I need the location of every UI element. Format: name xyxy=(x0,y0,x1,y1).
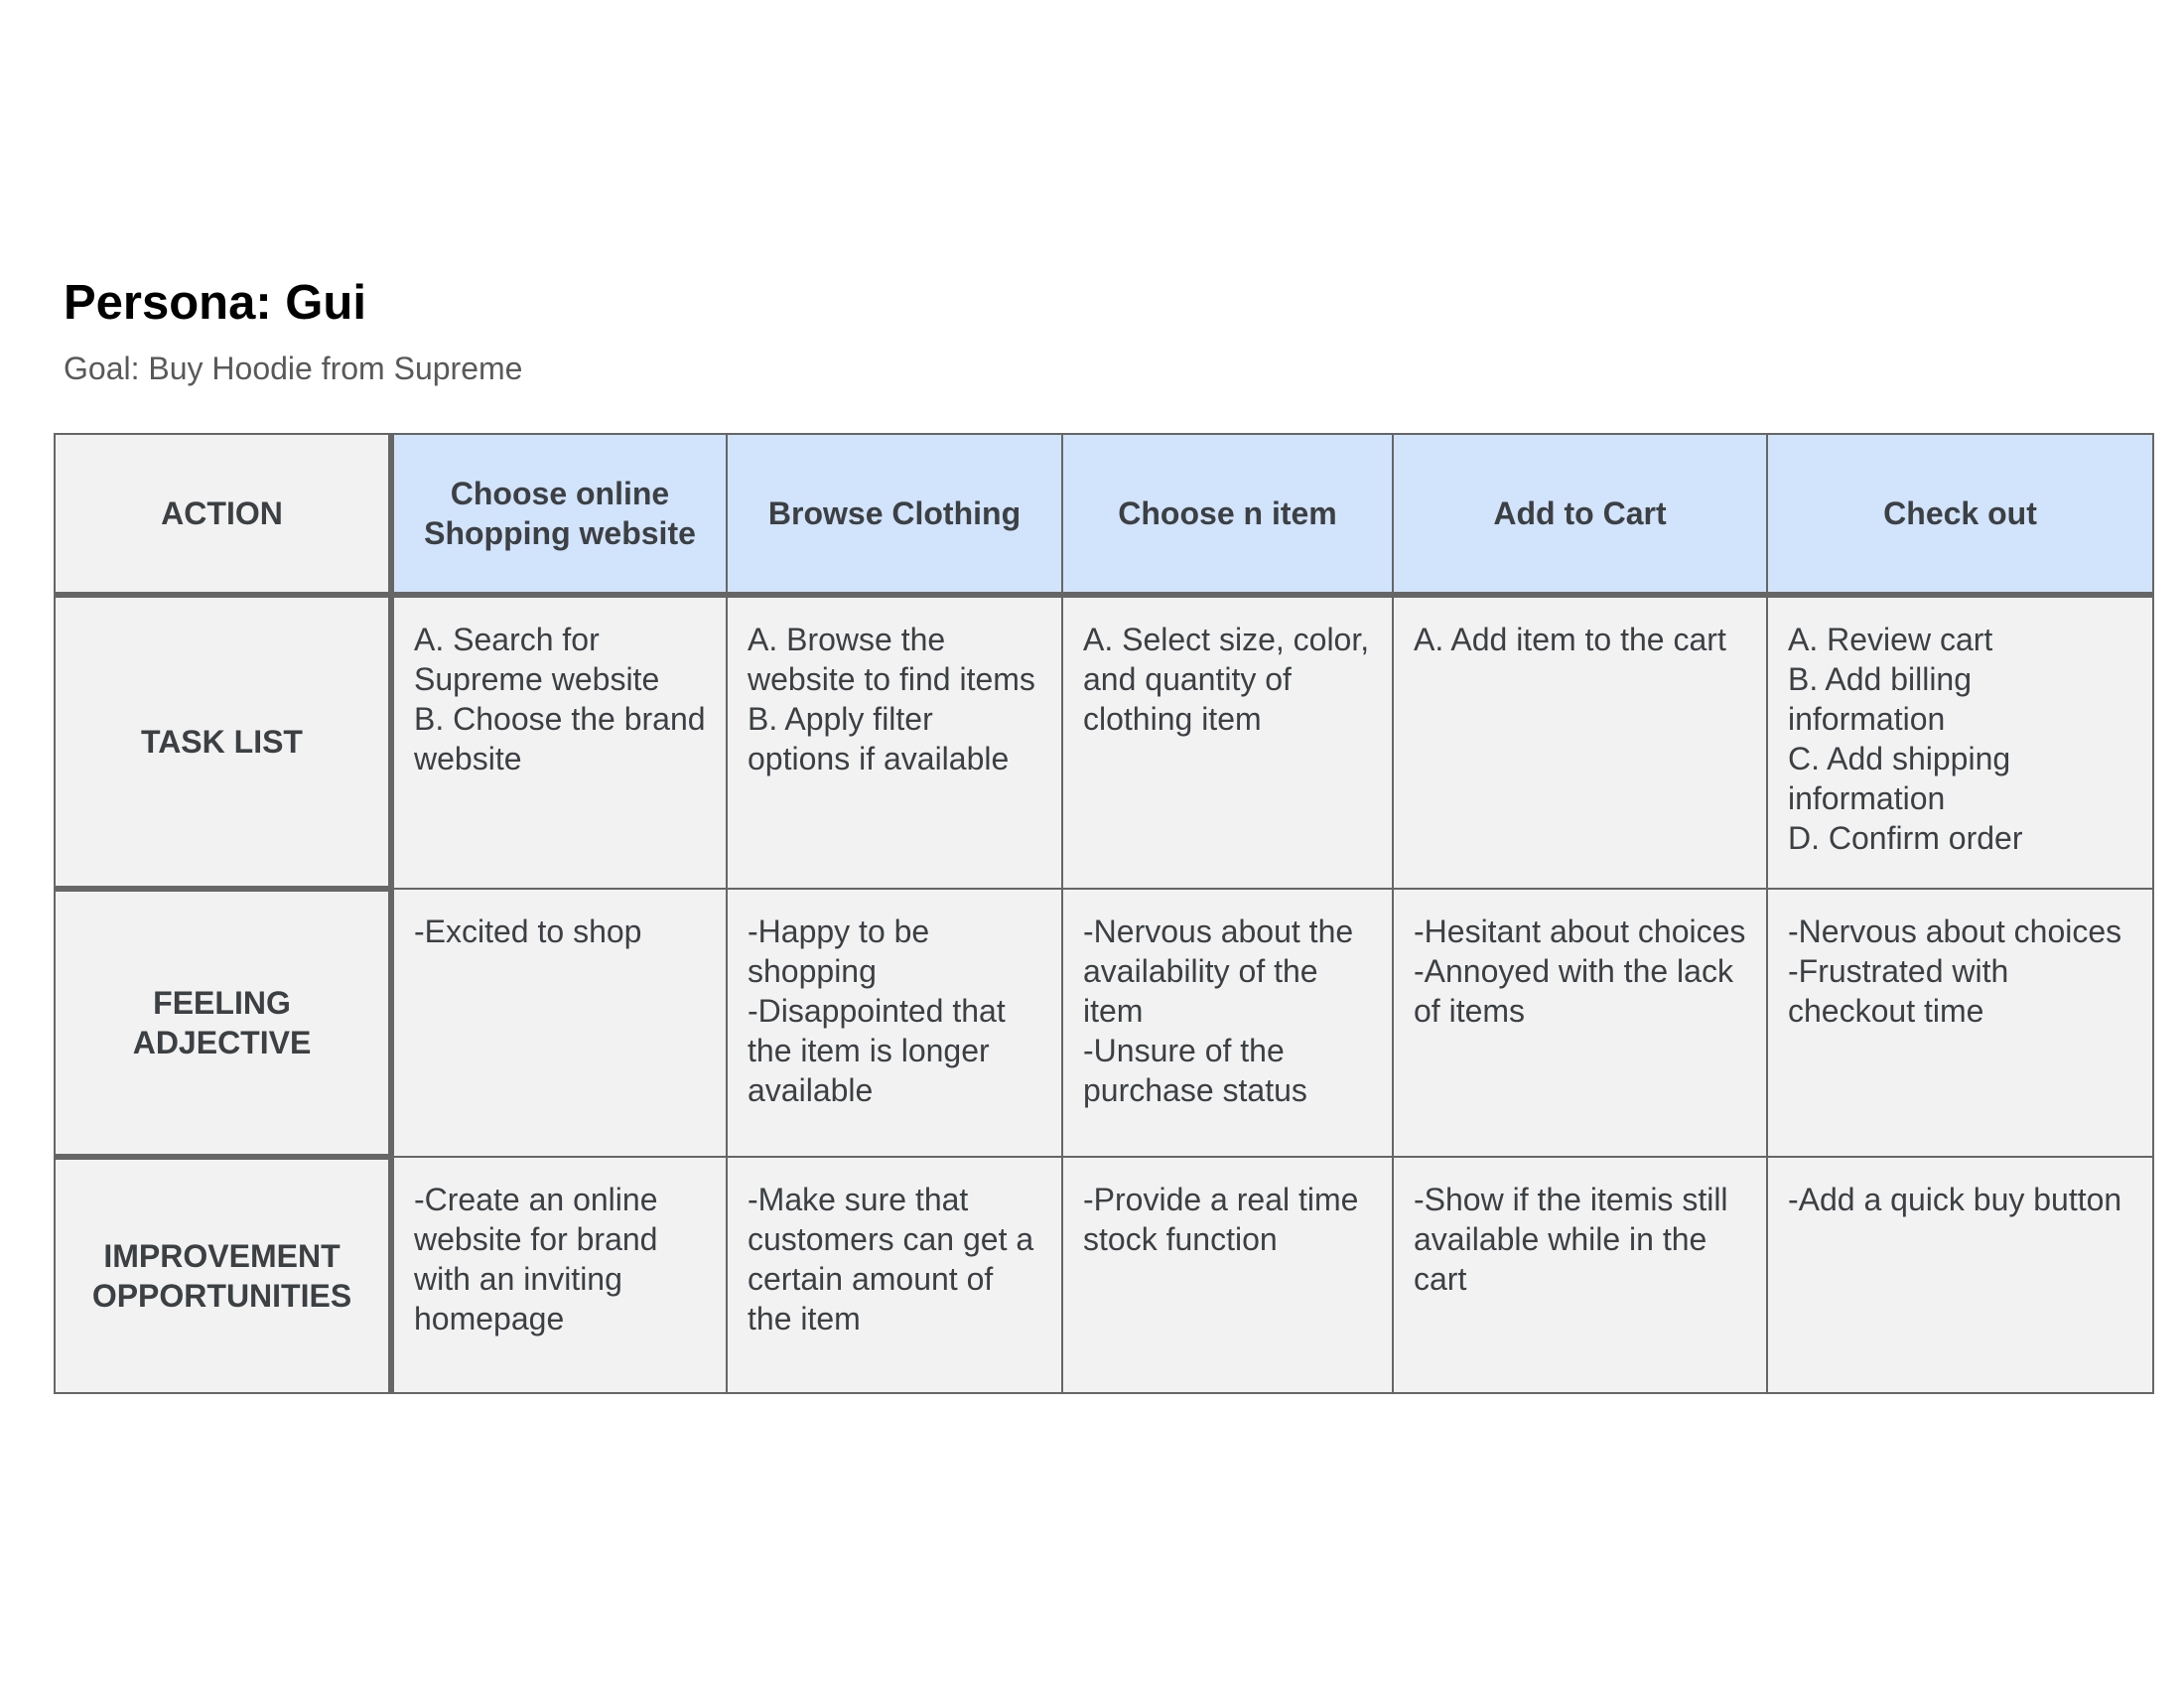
improvement-item: -Provide a real time stock function xyxy=(1083,1182,1359,1257)
task-item: A. Select size, color, and quantity of clothing item xyxy=(1083,622,1370,737)
improvement-row xyxy=(55,1157,2153,1393)
task-cell-3 xyxy=(1062,595,1393,889)
task-item: A. Browse the website to find items xyxy=(748,622,1035,697)
row-label-improvement-line2: OPPORTUNITIES xyxy=(91,1278,352,1314)
improvement-item: -Add a quick buy button xyxy=(1788,1182,2122,1217)
row-label-task-list-text: TASK LIST xyxy=(141,724,303,760)
stage-header-1-line2: Shopping website xyxy=(424,515,696,551)
feeling-item: -Frustrated with checkout time xyxy=(1788,953,2009,1029)
feeling-cell-2 xyxy=(727,889,1062,1157)
task-item: D. Confirm order xyxy=(1788,820,2023,856)
stage-header-4 xyxy=(1393,434,1767,595)
stage-header-1-line1: Choose online xyxy=(450,476,670,511)
task-cell-5 xyxy=(1767,595,2153,889)
task-cell-4 xyxy=(1393,595,1767,889)
stage-header-3-line1: Choose n item xyxy=(1118,495,1337,531)
feeling-cell-5 xyxy=(1767,889,2153,1157)
stage-header-1 xyxy=(391,434,727,595)
persona-goal: Goal: Buy Hoodie from Supreme xyxy=(64,351,523,386)
row-label-task-list xyxy=(55,595,391,889)
improvement-item: -Show if the itemis still available while in the cart xyxy=(1414,1182,1728,1297)
stage-header-5 xyxy=(1767,434,2153,595)
improvement-cell-5 xyxy=(1767,1157,2153,1393)
row-label-feeling xyxy=(55,889,391,1157)
task-item: A. Search for Supreme website xyxy=(414,622,660,697)
improvement-cell-3 xyxy=(1062,1157,1393,1393)
feeling-cell-4 xyxy=(1393,889,1767,1157)
row-label-feeling-line1: FEELING xyxy=(153,985,291,1021)
row-label-improvement xyxy=(55,1157,391,1393)
task-item: B. Choose the brand website xyxy=(414,701,706,776)
stage-header-3 xyxy=(1062,434,1393,595)
stage-header-2 xyxy=(727,434,1062,595)
improvement-cell-2 xyxy=(727,1157,1062,1393)
row-label-action xyxy=(55,434,391,595)
task-item: B. Add billing information xyxy=(1788,661,1973,737)
task-item: B. Apply filter options if available xyxy=(748,701,1010,776)
row-label-improvement-line1: IMPROVEMENT xyxy=(103,1238,341,1274)
task-cell-1 xyxy=(391,595,727,889)
feeling-cell-3 xyxy=(1062,889,1393,1157)
stage-header-4-line1: Add to Cart xyxy=(1493,495,1667,531)
feeling-item: -Hesitant about choices xyxy=(1414,914,1746,949)
feeling-item: -Nervous about the availability of the item xyxy=(1083,914,1354,1029)
improvement-item: -Create an online website for brand with an inviting homepage xyxy=(414,1182,658,1336)
feeling-item: -Nervous about choices xyxy=(1788,914,2122,949)
row-label-action-text: ACTION xyxy=(161,495,283,531)
persona-title: Persona: Gui xyxy=(64,276,366,330)
task-list-row xyxy=(55,595,2153,889)
feeling-item: -Happy to be shopping xyxy=(748,914,930,989)
journey-map-table xyxy=(54,433,2154,1394)
stage-header-2-line1: Browse Clothing xyxy=(767,495,1022,531)
feeling-item: -Excited to shop xyxy=(414,914,642,949)
task-item: A. Add item to the cart xyxy=(1414,622,1726,657)
stage-header-5-line1: Check out xyxy=(1883,495,2037,531)
improvement-item: -Make sure that customers can get a certain amount of the item xyxy=(748,1182,1034,1336)
task-cell-2 xyxy=(727,595,1062,889)
task-item: C. Add shipping information xyxy=(1788,741,2011,816)
feeling-row xyxy=(55,889,2153,1157)
improvement-cell-1 xyxy=(391,1157,727,1393)
feeling-item: -Annoyed with the lack of items xyxy=(1414,953,1733,1029)
feeling-item: -Disappointed that the item is longer available xyxy=(748,993,1006,1108)
improvement-cell-4 xyxy=(1393,1157,1767,1393)
action-row xyxy=(55,434,2153,595)
task-item: A. Review cart xyxy=(1788,622,1993,657)
feeling-item: -Unsure of the purchase status xyxy=(1083,1033,1307,1108)
feeling-cell-1 xyxy=(391,889,727,1157)
row-label-feeling-line2: ADJECTIVE xyxy=(132,1025,312,1060)
